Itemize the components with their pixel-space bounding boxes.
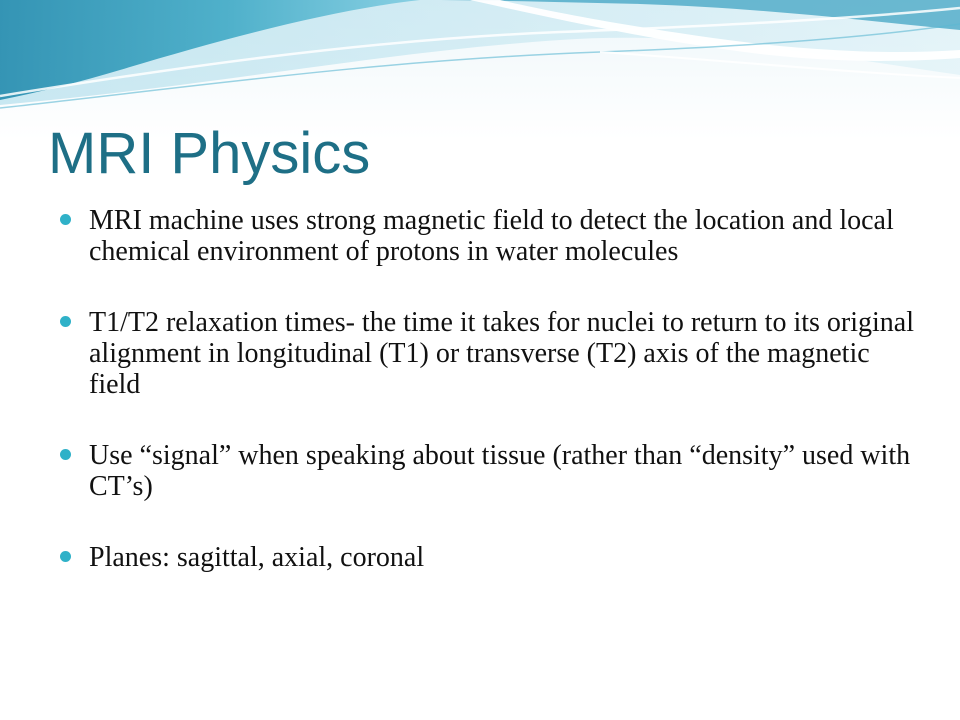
bullet-text: Planes: sagittal, axial, coronal [89, 542, 425, 573]
bullet-item [64, 307, 914, 400]
bullet-dot-icon [60, 316, 71, 327]
bullet-text: MRI machine uses strong magnetic field to detect the location and local chemical environment of protons in water molecules [89, 205, 894, 267]
slide-title: MRI Physics [48, 121, 371, 186]
bullet-item [64, 542, 914, 573]
bullet-dot-icon [60, 449, 71, 460]
bullet-list [64, 205, 914, 573]
bullet-item [64, 440, 914, 502]
bullet-dot-icon [60, 214, 71, 225]
header-wave-decoration [0, 0, 960, 120]
bullet-text: Use “signal” when speaking about tissue (rather than “density” used with CT’s) [89, 440, 911, 502]
bullet-text: T1/T2 relaxation times- the time it takes for nuclei to return to its original alignment in longitudinal (T1) or transverse (T2) axis of the magnetic field [89, 307, 915, 400]
bullet-item [64, 205, 914, 267]
bullet-dot-icon [60, 551, 71, 562]
